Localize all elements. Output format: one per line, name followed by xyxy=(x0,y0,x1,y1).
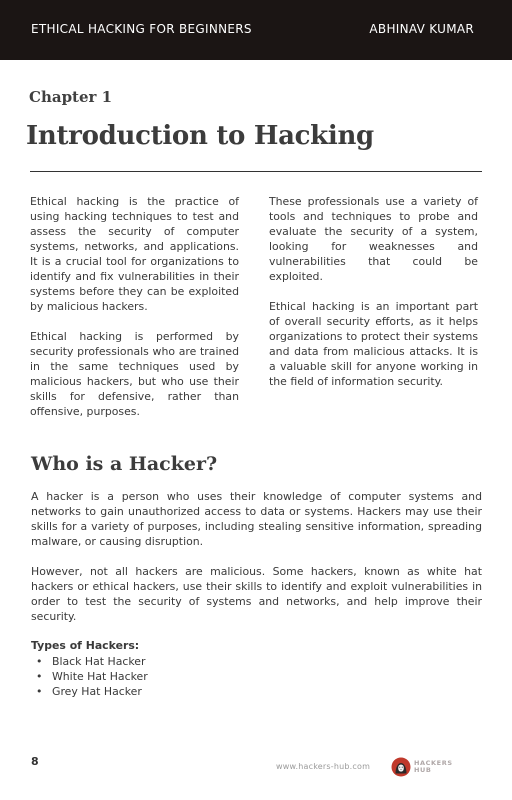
logo-line-2: HUB xyxy=(414,766,432,774)
title-divider xyxy=(30,171,482,172)
right-paragraph-2: Ethical hacking is an important part of overall security efforts, as it helps organizations to protect their systems and data from malicious attacks. It is a valuable skill for anyone working in the field of information security. xyxy=(269,300,478,388)
section-paragraph-1: A hacker is a person who uses their knowledge of computer systems and networks to gain unauthorized access to data or systems. Hackers may use their skills for a variety of purposes, including stealing sensitive information, spreading malware, or causing disruption. xyxy=(31,490,482,548)
chapter-label: Chapter 1 xyxy=(29,88,113,106)
left-paragraph-2: Ethical hacking is performed by security professionals who are trained in the same techniques used by malicious hackers, but who use their skills for defensive, rather than offensive, purposes. xyxy=(30,330,239,418)
hacker-types-list xyxy=(36,654,148,699)
hacker-mask-icon xyxy=(391,757,411,777)
types-label: Types of Hackers: xyxy=(31,639,140,652)
list-item: • Black Hat Hacker xyxy=(36,654,148,669)
section-body xyxy=(31,489,482,639)
right-column xyxy=(269,194,478,404)
page-header xyxy=(0,0,512,60)
book-title: ETHICAL HACKING FOR BEGINNERS xyxy=(31,22,252,36)
section-heading: Who is a Hacker? xyxy=(31,453,218,475)
website-link[interactable]: www.hackers-hub.com xyxy=(276,762,371,771)
left-paragraph-1: Ethical hacking is the practice of using hacking techniques to test and assess the security of computer systems, networks, and applications. It is a crucial tool for organizations to identify and fix vulnerabilities in their systems before they can be exploited by malicious hackers. xyxy=(30,195,239,313)
left-column xyxy=(30,194,239,434)
list-item: • White Hat Hacker xyxy=(36,669,148,684)
logo-wordmark xyxy=(414,760,453,774)
page-number: 8 xyxy=(31,755,39,768)
logo-line-1: HACKERS xyxy=(414,759,453,767)
section-paragraph-2: However, not all hackers are malicious. Some hackers, known as white hat hackers or ethical hackers, use their skills to identify and exploit vulnerabilities in order to test the security of systems and networks, and help improve their security. xyxy=(31,565,482,623)
chapter-title: Introduction to Hacking xyxy=(26,121,374,151)
right-paragraph-1: These professionals use a variety of tools and techniques to probe and evaluate the security of a system, looking for weaknesses and vulnerabilities that could be exploited. xyxy=(269,195,478,283)
author-name: ABHINAV KUMAR xyxy=(369,22,474,36)
list-item: • Grey Hat Hacker xyxy=(36,684,148,699)
